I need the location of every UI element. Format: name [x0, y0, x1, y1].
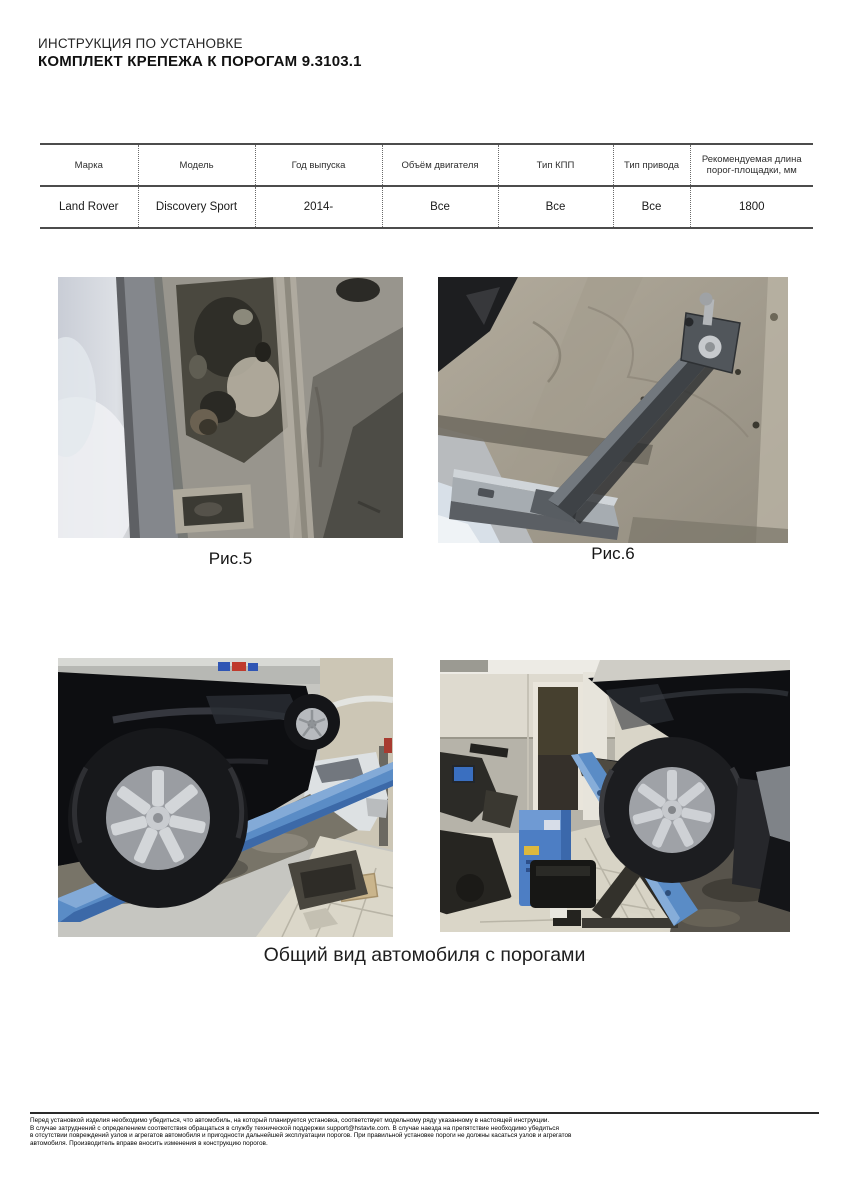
- col-header-brand: Марка: [74, 159, 103, 171]
- cell-brand: Land Rover: [59, 201, 119, 213]
- photo-fig6-image: [438, 277, 788, 543]
- col-header-model: Модель: [138, 144, 255, 186]
- photo-car-side-left: [58, 658, 393, 937]
- fineprint-line-1: Перед установкой изделия необходимо убедиться, что автомобиль, на который планируется установка, соответствует модельному ряду указанному в настоящей инструкции.: [30, 1117, 550, 1124]
- cell-drive: Все: [613, 186, 690, 228]
- col-header-length: Рекомендуемая длина порог-площадки, мм: [690, 144, 813, 186]
- col-header-engine: Объём двигателя: [382, 144, 498, 186]
- col-header-year: Год выпуска: [255, 144, 382, 186]
- footer-divider: [30, 1112, 819, 1114]
- cell-gearbox: Все: [498, 186, 613, 228]
- fineprint-line-2: В случае затруднений с определением соответствия обращаться в службу технической поддержки support@hstavte.com. В случае наезда на препятствие необходимо убедиться: [30, 1124, 559, 1132]
- photo-car-rear-right-image: [440, 660, 790, 932]
- cell-length: 1800: [690, 186, 813, 228]
- spec-data-row: [40, 186, 813, 228]
- photo-fig5-underbody-sill: [58, 277, 403, 538]
- fig6-caption: Рис.6: [591, 544, 635, 563]
- col-header-gearbox: Тип КПП: [498, 144, 613, 186]
- cell-year: 2014-: [255, 186, 382, 228]
- cell-model: Discovery Sport: [138, 186, 255, 228]
- document-title: КОМПЛЕКТ КРЕПЕЖА К ПОРОГАМ 9.3103.1: [38, 53, 362, 70]
- col-header-drive: Тип привода: [613, 144, 690, 186]
- vehicle-spec-table: [40, 143, 813, 229]
- photo-car-side-left-image: [58, 658, 393, 937]
- fineprint-line-3: в отсутствии повреждений узлов и агрегатов автомобиля и пригодности дальнейшей эксплуатации порогов. При правильной установке пороги не должны касаться узлов и агрегатов: [30, 1132, 572, 1140]
- photo-fig6-bracket: [438, 277, 788, 543]
- spec-header-row: [40, 144, 813, 186]
- overview-caption: Общий вид автомобиля с порогами: [263, 944, 586, 966]
- document-subtitle: ИНСТРУКЦИЯ ПО УСТАНОВКЕ: [38, 36, 243, 51]
- footer-fineprint: [30, 1117, 819, 1148]
- photo-car-rear-right: [440, 660, 790, 932]
- photo-fig5-image: [58, 277, 403, 538]
- fig5-caption: Рис.5: [208, 549, 253, 568]
- cell-engine: Все: [382, 186, 498, 228]
- fineprint-line-4: автомобиля. Производитель вправе вносить изменения в конструкцию порогов.: [30, 1140, 268, 1148]
